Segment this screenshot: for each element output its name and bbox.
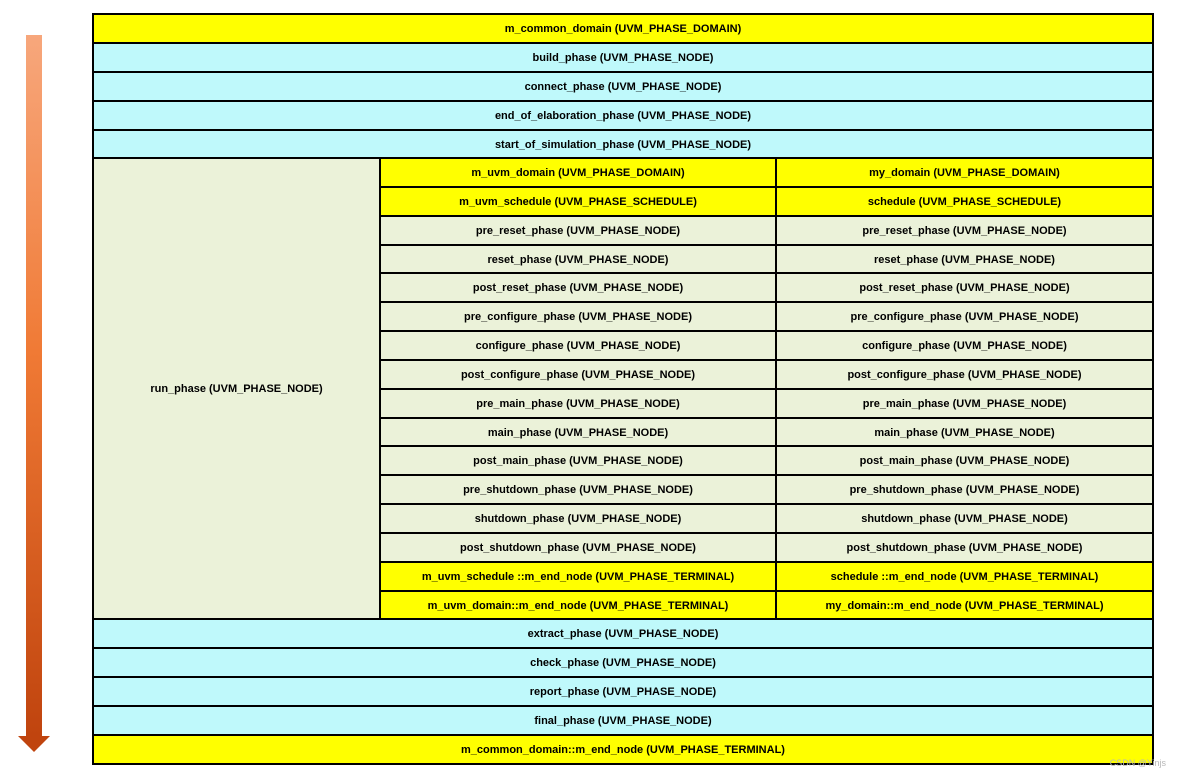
my-pre-reset-phase-cell: pre_reset_phase (UVM_PHASE_NODE) <box>775 215 1154 246</box>
common-domain-end-node-row: m_common_domain::m_end_node (UVM_PHASE_TERMINAL) <box>92 734 1154 765</box>
uvm-pre-configure-phase-cell: pre_configure_phase (UVM_PHASE_NODE) <box>379 301 777 332</box>
my-pre-configure-phase-cell: pre_configure_phase (UVM_PHASE_NODE) <box>775 301 1154 332</box>
common-domain-row: m_common_domain (UVM_PHASE_DOMAIN) <box>92 13 1154 44</box>
uvm-reset-phase-cell: reset_phase (UVM_PHASE_NODE) <box>379 244 777 275</box>
my-shutdown-phase-cell: shutdown_phase (UVM_PHASE_NODE) <box>775 503 1154 534</box>
uvm-post-reset-phase-cell: post_reset_phase (UVM_PHASE_NODE) <box>379 272 777 303</box>
check-phase-row: check_phase (UVM_PHASE_NODE) <box>92 647 1154 678</box>
uvm-pre-main-phase-cell: pre_main_phase (UVM_PHASE_NODE) <box>379 388 777 419</box>
uvm-shutdown-phase-cell: shutdown_phase (UVM_PHASE_NODE) <box>379 503 777 534</box>
connect-phase-row: connect_phase (UVM_PHASE_NODE) <box>92 71 1154 102</box>
final-phase-row: final_phase (UVM_PHASE_NODE) <box>92 705 1154 736</box>
uvm-configure-phase-cell: configure_phase (UVM_PHASE_NODE) <box>379 330 777 361</box>
my-post-configure-phase-cell: post_configure_phase (UVM_PHASE_NODE) <box>775 359 1154 390</box>
down-arrow-icon <box>17 35 51 753</box>
my-domain-cell: my_domain (UVM_PHASE_DOMAIN) <box>775 157 1154 188</box>
uvm-pre-shutdown-phase-cell: pre_shutdown_phase (UVM_PHASE_NODE) <box>379 474 777 505</box>
end-of-elaboration-phase-row: end_of_elaboration_phase (UVM_PHASE_NODE) <box>92 100 1154 131</box>
uvm-domain-cell: m_uvm_domain (UVM_PHASE_DOMAIN) <box>379 157 777 188</box>
my-configure-phase-cell: configure_phase (UVM_PHASE_NODE) <box>775 330 1154 361</box>
uvm-post-configure-phase-cell: post_configure_phase (UVM_PHASE_NODE) <box>379 359 777 390</box>
uvm-schedule-cell: m_uvm_schedule (UVM_PHASE_SCHEDULE) <box>379 186 777 217</box>
uvm-main-phase-cell: main_phase (UVM_PHASE_NODE) <box>379 417 777 448</box>
my-schedule-cell: schedule (UVM_PHASE_SCHEDULE) <box>775 186 1154 217</box>
start-of-simulation-phase-row: start_of_simulation_phase (UVM_PHASE_NODE) <box>92 129 1154 160</box>
report-phase-row: report_phase (UVM_PHASE_NODE) <box>92 676 1154 707</box>
my-domain-end-node-cell: my_domain::m_end_node (UVM_PHASE_TERMINAL) <box>775 590 1154 621</box>
extract-phase-row: extract_phase (UVM_PHASE_NODE) <box>92 618 1154 649</box>
my-pre-main-phase-cell: pre_main_phase (UVM_PHASE_NODE) <box>775 388 1154 419</box>
my-post-reset-phase-cell: post_reset_phase (UVM_PHASE_NODE) <box>775 272 1154 303</box>
my-main-phase-cell: main_phase (UVM_PHASE_NODE) <box>775 417 1154 448</box>
my-schedule-end-node-cell: schedule ::m_end_node (UVM_PHASE_TERMINAL) <box>775 561 1154 592</box>
my-post-shutdown-phase-cell: post_shutdown_phase (UVM_PHASE_NODE) <box>775 532 1154 563</box>
uvm-post-shutdown-phase-cell: post_shutdown_phase (UVM_PHASE_NODE) <box>379 532 777 563</box>
uvm-schedule-end-node-cell: m_uvm_schedule ::m_end_node (UVM_PHASE_TERMINAL) <box>379 561 777 592</box>
uvm-domain-end-node-cell: m_uvm_domain::m_end_node (UVM_PHASE_TERMINAL) <box>379 590 777 621</box>
my-reset-phase-cell: reset_phase (UVM_PHASE_NODE) <box>775 244 1154 275</box>
uvm-post-main-phase-cell: post_main_phase (UVM_PHASE_NODE) <box>379 445 777 476</box>
my-pre-shutdown-phase-cell: pre_shutdown_phase (UVM_PHASE_NODE) <box>775 474 1154 505</box>
watermark: CSDN @Yinjs <box>1109 758 1166 768</box>
uvm-pre-reset-phase-cell: pre_reset_phase (UVM_PHASE_NODE) <box>379 215 777 246</box>
run-phase-cell: run_phase (UVM_PHASE_NODE) <box>92 157 381 621</box>
my-post-main-phase-cell: post_main_phase (UVM_PHASE_NODE) <box>775 445 1154 476</box>
build-phase-row: build_phase (UVM_PHASE_NODE) <box>92 42 1154 73</box>
